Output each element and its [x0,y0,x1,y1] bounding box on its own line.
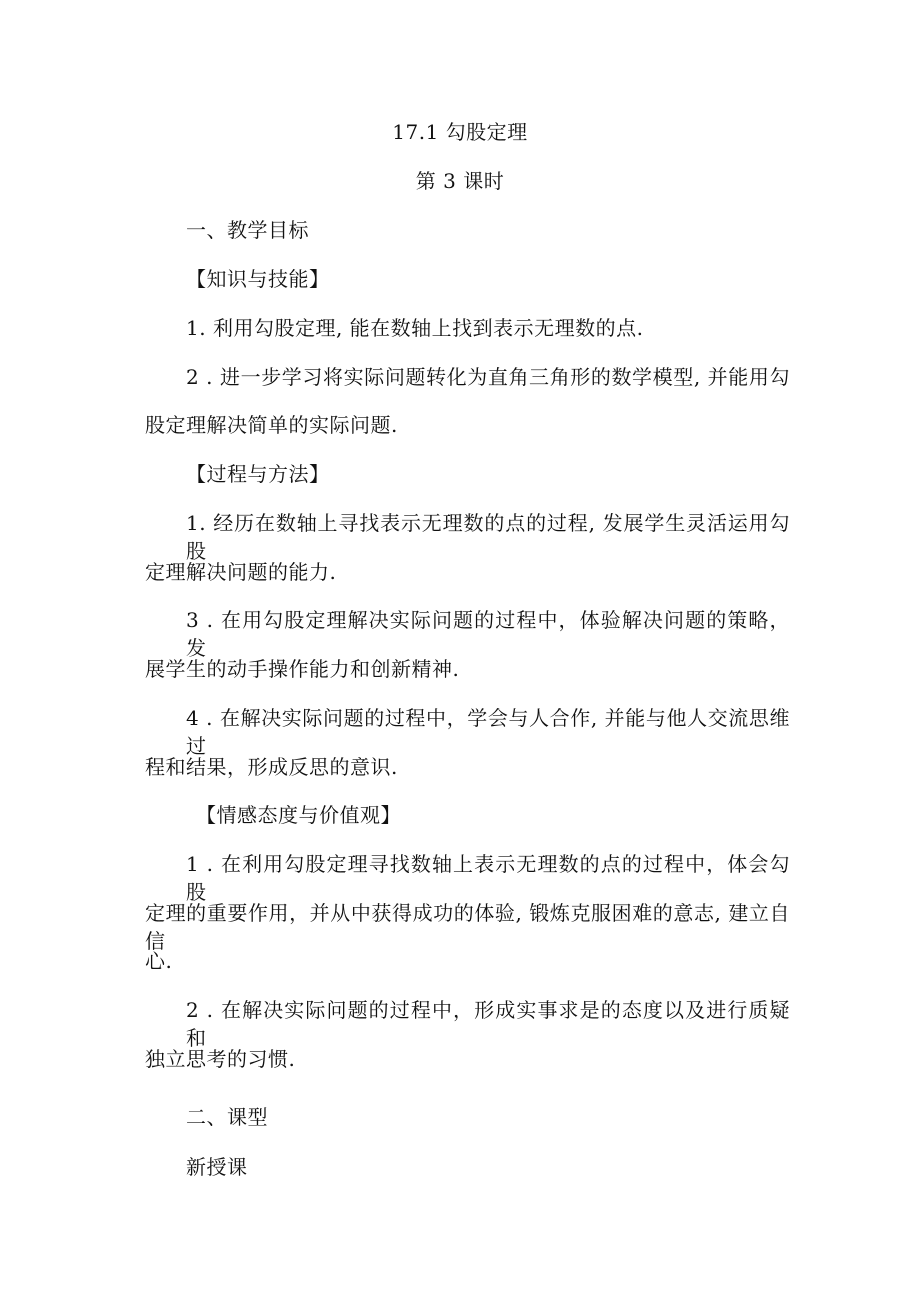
process-item-4-line-1: 4 . 在解决实际问题的过程中，学会与人合作, 并能与他人交流思维过 [186,706,790,758]
knowledge-item-1: 1. 利用勾股定理, 能在数轴上找到表示无理数的点. [186,316,644,340]
knowledge-heading: 【知识与技能】 [186,267,330,291]
doc-subtitle: 第 3 课时 [415,169,505,193]
knowledge-item-2-line-1: 2 . 进一步学习将实际问题转化为直角三角形的数学模型, 并能用勾 [186,365,790,389]
process-item-1-line-1: 1. 经历在数轴上寻找表示无理数的点的过程, 发展学生灵活运用勾股 [186,511,790,563]
emotion-item-2-line-1: 2 . 在解决实际问题的过程中，形成实事求是的态度以及进行质疑和 [186,998,790,1050]
emotion-heading: 【情感态度与价值观】 [196,803,401,827]
process-item-1-line-2: 定理解决问题的能力. [145,560,337,584]
process-item-3-line-1: 3 . 在用勾股定理解决实际问题的过程中，体验解决问题的策略，发 [186,608,790,660]
emotion-item-1-line-2: 定理的重要作用，并从中获得成功的体验, 锻炼克服困难的意志, 建立自信 [145,901,790,953]
section-heading-objectives: 一、教学目标 [186,218,309,242]
emotion-item-1-line-3: 心. [145,949,173,973]
section-heading-course-type: 二、课型 [186,1105,268,1129]
knowledge-item-2-line-2: 股定理解决简单的实际问题. [145,413,398,437]
process-item-4-line-2: 程和结果，形成反思的意识. [145,755,398,779]
emotion-item-2-line-2: 独立思考的习惯. [145,1047,296,1071]
process-item-3-line-2: 展学生的动手操作能力和创新精神. [145,657,460,681]
process-heading: 【过程与方法】 [186,462,330,486]
course-type-value: 新授课 [186,1155,248,1179]
doc-title: 17.1 勾股定理 [392,120,528,144]
emotion-item-1-line-1: 1 . 在利用勾股定理寻找数轴上表示无理数的点的过程中，体会勾股 [186,852,790,904]
